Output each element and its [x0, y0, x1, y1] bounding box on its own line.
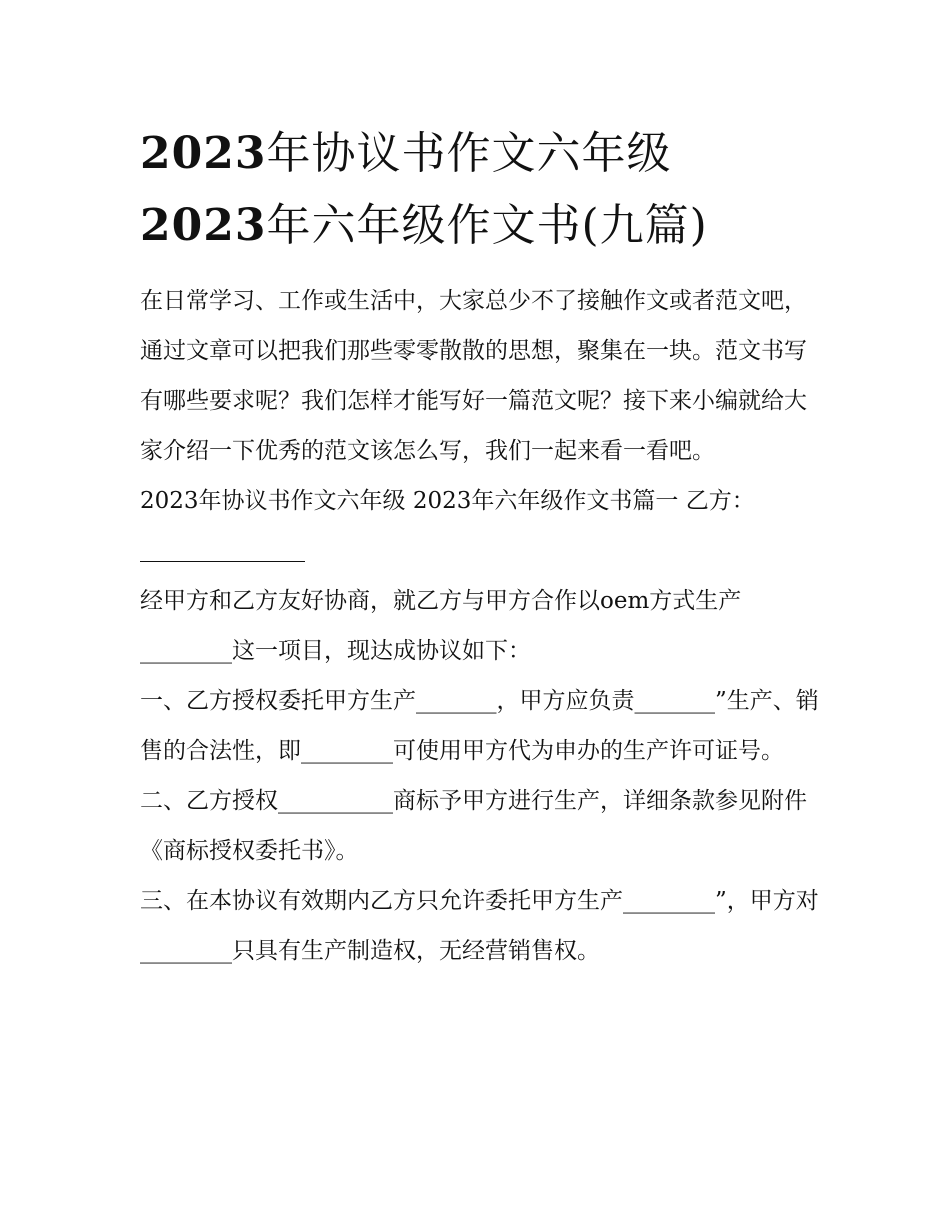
document-body	[140, 276, 820, 976]
title-line-2	[140, 190, 820, 262]
title-year-2: 2023	[140, 200, 267, 251]
title-text-1: 年协议书作文六年级	[266, 128, 672, 179]
title-text-2: 年六年级作文书(九篇)	[266, 200, 708, 251]
agreement-paragraph: 经甲方和乙方友好协商，就乙方与甲方合作以oem方式生产________这一项目，现达成协议如下：	[140, 588, 742, 664]
blank-fill-line	[140, 526, 305, 576]
title-year-1: 2023	[140, 128, 267, 179]
clause-1-paragraph: 一、乙方授权委托甲方生产_______，甲方应负责_______”生产、销售的合法性，即________可使用甲方代为申办的生产许可证号。	[140, 688, 819, 764]
clause-2-paragraph: 二、乙方授权__________商标予甲方进行生产，详细条款参见附件《商标授权委托书》。	[140, 788, 807, 864]
document-page	[140, 118, 820, 976]
clause-3-paragraph: 三、在本协议有效期内乙方只允许委托甲方生产________”，甲方对________只具有生产制造权，无经营销售权。	[140, 888, 819, 964]
section-heading-paragraph: 2023年协议书作文六年级 2023年六年级作文书篇一 乙方：	[140, 488, 755, 514]
intro-paragraph: 在日常学习、工作或生活中，大家总少不了接触作文或者范文吧，通过文章可以把我们那些零零散散的思想，聚集在一块。范文书写有哪些要求呢？我们怎样才能写好一篇范文呢？接下来小编就给大家介绍一下优秀的范文该怎么写，我们一起来看一看吧。	[140, 288, 807, 464]
document-title	[140, 118, 820, 262]
title-line-1	[140, 118, 820, 190]
